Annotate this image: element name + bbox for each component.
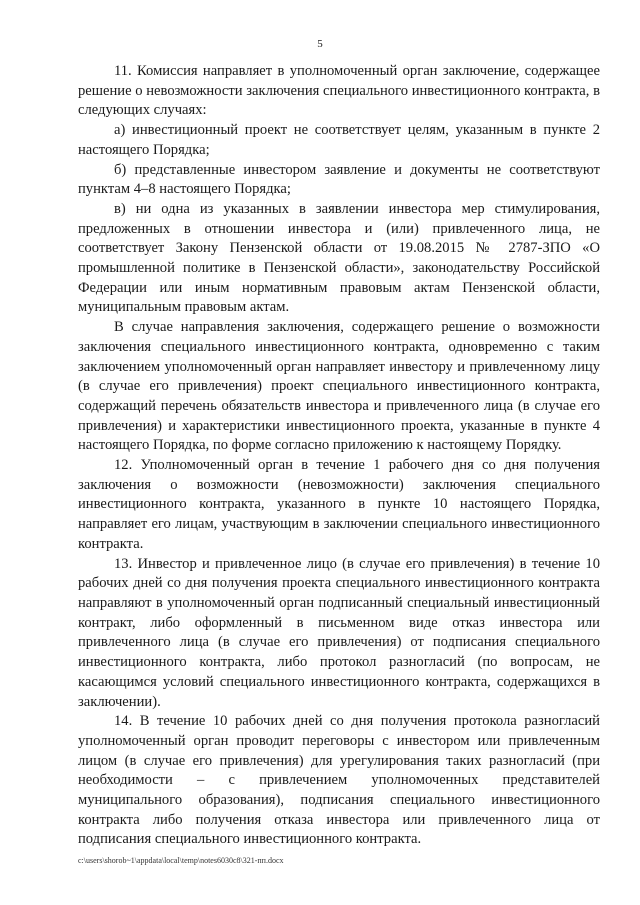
paragraph-11-continued: В случае направления заключения, содержащего решение о возможности заключения специального инвестиционного контракта, одновременно с таким заключением уполномоченный орган направляет инвестору и привлеченному лицу (в случае его привлечения) проект специального инвестиционного контракта, содержащий перечень обязательств инвестора и привлеченного лица (в случае его привлечения) и характеристики инвестиционного проекта, указанные в пункте 4 настоящего Порядка, по форме согласно приложению к настоящему Порядку. bbox=[78, 319, 600, 454]
paragraph-11-b: б) представленные инвестором заявление и документы не соответствуют пунктам 4–8 настоящего Порядка; bbox=[78, 161, 600, 198]
paragraph-11: 11. Комиссия направляет в уполномоченный орган заключение, содержащее решение о невозможности заключения специального инвестиционного контракта, в следующих случаях: bbox=[78, 63, 600, 119]
document-body bbox=[78, 62, 600, 850]
file-path-footer: c:\users\shorob~1\appdata\local\temp\notes6030c8\321-пп.docx bbox=[78, 856, 284, 865]
paragraph-12: 12. Уполномоченный орган в течение 1 рабочего дня со дня получения заключения о возможности (невозможности) заключения специального инвестиционного контракта, указанного в пункте 10 настоящего Порядка, направляет его лицам, участвующим в заключении специального инвестиционного контракта. bbox=[78, 457, 600, 552]
paragraph-11-a: а) инвестиционный проект не соответствует целям, указанным в пункте 2 настоящего Порядка; bbox=[78, 122, 600, 158]
paragraph-13: 13. Инвестор и привлеченное лицо (в случае его привлечения) в течение 10 рабочих дней со дня получения проекта специального инвестиционного контракта направляют в уполномоченный орган подписанный специальный инвестиционный контракт, либо оформленный в письменном виде отказ инвестора или привлеченного лица (в случае его привлечения) от подписания специального инвестиционного контракта, либо протокол разногласий (по вопросам, не касающимся условий специального инвестиционного контракта, содержащихся в заключении). bbox=[78, 555, 600, 710]
page-number: 5 bbox=[317, 38, 323, 50]
paragraph-11-v: в) ни одна из указанных в заявлении инвестора мер стимулирования, предложенных в отношении инвестора и (или) привлеченного лица, не соответствует Закону Пензенской области от 19.08.2015 № 2787-ЗПО «О промышленной политике в Пензенской области», законодательству Российской Федерации или иным нормативным правовым актам Пензенской области, муниципальным правовым актам. bbox=[78, 200, 600, 316]
paragraph-14: 14. В течение 10 рабочих дней со дня получения протокола разногласий уполномоченный орган проводит переговоры с инвестором или привлеченным лицом (в случае его привлечения) для урегулирования таких разногласий (при необходимости – с привлечением уполномоченных представителей муниципального образования), подписания специального инвестиционного контракта либо получения отказа инвестора или привлеченного лица от подписания специального инвестиционного контракта. bbox=[78, 713, 600, 848]
